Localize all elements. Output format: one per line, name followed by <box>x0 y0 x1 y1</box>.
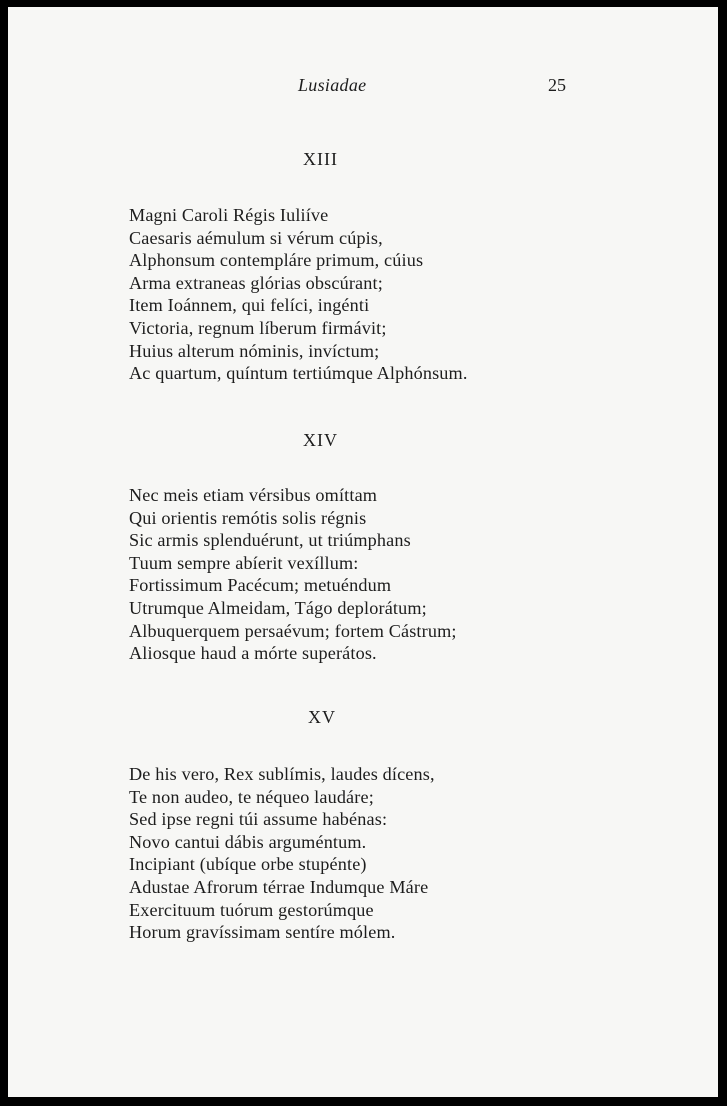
stanza <box>129 204 468 385</box>
verse-line: Adustae Afrorum térrae Indumque Máre <box>129 876 429 897</box>
book-page <box>8 7 718 1097</box>
stanza-number: XIII <box>303 149 338 169</box>
verse-line: Caesaris aémulum si vérum cúpis, <box>129 227 383 248</box>
verse-line: Utrumque Almeidam, Tágo deplorátum; <box>129 597 427 618</box>
verse-line: Arma extraneas glórias obscúrant; <box>129 272 383 293</box>
stanza-number: XV <box>308 707 336 727</box>
verse-line: Qui orientis remótis solis régnis <box>129 507 367 528</box>
verse-line: De his vero, Rex sublímis, laudes dícens, <box>129 764 435 784</box>
verse-line: Magni Caroli Régis Iuliíve <box>129 205 329 225</box>
verse-line: Albuquerquem persaévum; fortem Cástrum; <box>129 620 457 641</box>
verse-line: Victoria, regnum líberum firmávit; <box>129 317 387 338</box>
verse-line: Tuum sempre abíerit vexíllum: <box>129 552 359 573</box>
verse-line: Ac quartum, quíntum tertiúmque Alphónsum. <box>129 363 468 384</box>
verse-line: Horum gravíssimam sentíre mólem. <box>129 922 396 943</box>
verse-line: Huius alterum nóminis, invíctum; <box>129 340 380 361</box>
stanza-number: XIV <box>303 430 338 450</box>
verse-line: Aliosque haud a mórte superátos. <box>129 643 377 664</box>
verse-line: Fortissimum Pacécum; metuéndum <box>129 575 392 596</box>
running-title: Lusiadae <box>298 75 367 95</box>
verse-line: Novo cantui dábis arguméntum. <box>129 831 367 852</box>
verse-line: Nec meis etiam vérsibus omíttam <box>129 485 378 505</box>
verse-line: Alphonsum contempláre primum, cúius <box>129 250 424 271</box>
verse-line: Sed ipse regni túi assume habénas: <box>129 809 388 830</box>
verse-line: Te non audeo, te néqueo laudáre; <box>129 786 374 807</box>
verse-line: Incipiant (ubíque orbe stupénte) <box>129 854 367 875</box>
verse-line: Exercituum tuórum gestorúmque <box>129 899 374 920</box>
stanza <box>129 484 457 665</box>
stanza <box>129 763 435 944</box>
verse-line: Item Ioánnem, qui felíci, ingénti <box>129 295 370 316</box>
verse-line: Sic armis splenduérunt, ut triúmphans <box>129 530 411 551</box>
page-number: 25 <box>548 75 566 95</box>
